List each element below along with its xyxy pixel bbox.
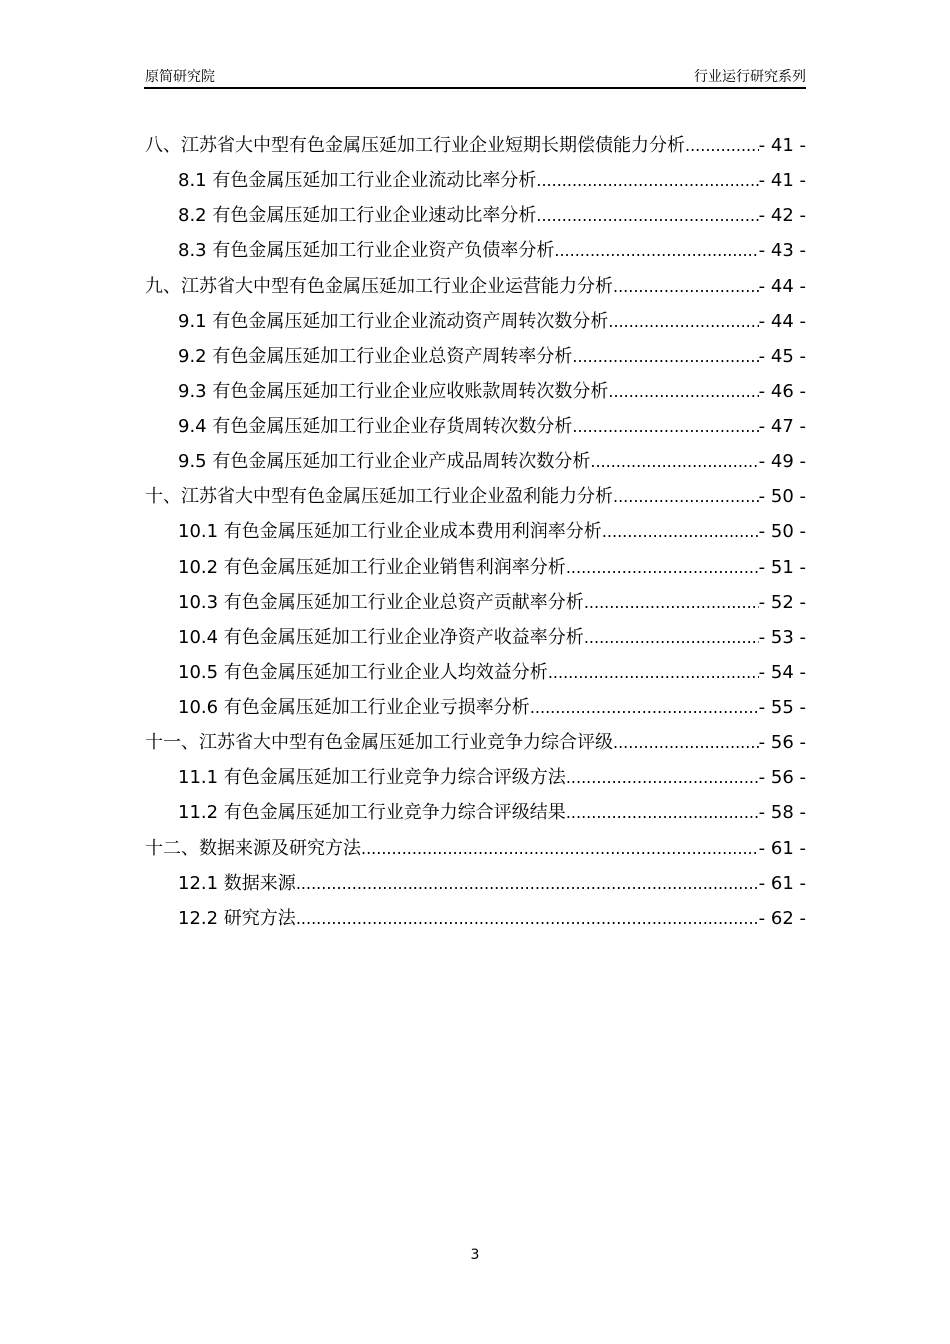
toc-entry-page: - 52 -	[758, 591, 806, 613]
toc-entry-page: - 45 -	[758, 345, 806, 367]
toc-entry-page: - 62 -	[758, 907, 806, 929]
toc-leader-dots	[554, 233, 758, 268]
toc-leader-dots	[613, 725, 759, 760]
toc-entry-title: 10.1 有色金属压延加工行业企业成本费用利润率分析	[178, 521, 602, 543]
toc-entry[interactable]	[145, 479, 806, 514]
toc-entry[interactable]	[145, 198, 806, 233]
toc-entry-page: - 41 -	[758, 170, 806, 192]
toc-leader-dots	[613, 269, 759, 304]
toc-entry[interactable]	[145, 901, 806, 936]
toc-entry-title: 11.1 有色金属压延加工行业竞争力综合评级方法	[178, 767, 566, 789]
toc-entry-title: 十一、江苏省大中型有色金属压延加工行业竞争力综合评级	[145, 732, 613, 754]
toc-leader-dots	[590, 444, 758, 479]
toc-entry-page: - 46 -	[758, 380, 806, 402]
toc-leader-dots	[608, 304, 758, 339]
toc-entry[interactable]	[145, 655, 806, 690]
toc-entry[interactable]	[145, 690, 806, 725]
toc-leader-dots	[566, 550, 759, 585]
toc-entry-title: 9.4 有色金属压延加工行业企业存货周转次数分析	[178, 416, 573, 437]
toc-entry-title: 10.4 有色金属压延加工行业企业净资产收益率分析	[178, 626, 584, 648]
toc-entry-title: 9.3 有色金属压延加工行业企业应收账款周转次数分析	[178, 380, 609, 402]
toc-entry-title: 10.2 有色金属压延加工行业企业销售利润率分析	[178, 556, 566, 578]
toc-entry-page: - 42 -	[758, 205, 806, 227]
toc-entry-page: - 50 -	[758, 521, 806, 543]
toc-entry[interactable]	[145, 304, 806, 339]
toc-entry-page: - 43 -	[758, 240, 806, 262]
toc-leader-dots	[685, 128, 759, 163]
toc-leader-dots	[572, 409, 758, 444]
toc-leader-dots	[536, 198, 758, 233]
toc-entry-title: 10.5 有色金属压延加工行业企业人均效益分析	[178, 661, 548, 683]
toc-entry[interactable]	[145, 233, 806, 268]
toc-entry[interactable]	[145, 725, 806, 760]
toc-entry-title: 九、江苏省大中型有色金属压延加工行业企业运营能力分析	[145, 275, 613, 297]
toc-leader-dots	[536, 163, 758, 198]
toc-entry-page: - 54 -	[758, 661, 806, 683]
header-right: 行业运行研究系列	[694, 69, 806, 85]
toc-leader-dots	[566, 795, 759, 830]
toc-entry-page: - 51 -	[758, 556, 806, 578]
toc-leader-dots	[296, 901, 759, 936]
toc-entry[interactable]	[145, 444, 806, 479]
toc-entry-title: 11.2 有色金属压延加工行业竞争力综合评级结果	[178, 802, 566, 824]
toc-entry[interactable]	[145, 585, 806, 620]
table-of-contents	[145, 128, 806, 936]
toc-entry[interactable]	[145, 760, 806, 795]
toc-entry-title: 8.2 有色金属压延加工行业企业速动比率分析	[178, 205, 537, 227]
toc-entry-title: 8.1 有色金属压延加工行业企业流动比率分析	[178, 170, 537, 192]
toc-entry[interactable]	[145, 374, 806, 409]
toc-leader-dots	[602, 514, 759, 549]
toc-entry-page: - 41 -	[758, 135, 806, 156]
toc-entry-title: 八、江苏省大中型有色金属压延加工行业企业短期长期偿债能力分析	[145, 135, 685, 156]
header-rule	[144, 87, 806, 89]
toc-leader-dots	[530, 690, 759, 725]
toc-entry-page: - 49 -	[758, 451, 806, 473]
toc-entry[interactable]	[145, 128, 806, 163]
toc-entry-title: 10.6 有色金属压延加工行业企业亏损率分析	[178, 697, 530, 718]
toc-entry-page: - 61 -	[758, 837, 806, 859]
toc-entry[interactable]	[145, 866, 806, 901]
toc-entry-title: 十二、数据来源及研究方法	[145, 837, 361, 859]
toc-entry[interactable]	[145, 269, 806, 304]
toc-entry-page: - 44 -	[758, 275, 806, 297]
header-left: 原简研究院	[145, 69, 215, 85]
toc-entry[interactable]	[145, 620, 806, 655]
toc-leader-dots	[584, 585, 759, 620]
toc-entry-page: - 53 -	[758, 626, 806, 648]
toc-leader-dots	[548, 655, 759, 690]
toc-entry-title: 12.1 数据来源	[178, 872, 296, 894]
toc-entry-title: 十、江苏省大中型有色金属压延加工行业企业盈利能力分析	[145, 486, 613, 508]
toc-entry-page: - 58 -	[758, 802, 806, 824]
toc-entry-page: - 56 -	[758, 767, 806, 789]
toc-entry-page: - 44 -	[758, 310, 806, 332]
toc-entry[interactable]	[145, 163, 806, 198]
toc-leader-dots	[566, 760, 759, 795]
toc-entry[interactable]	[145, 514, 806, 549]
toc-entry-title: 10.3 有色金属压延加工行业企业总资产贡献率分析	[178, 591, 584, 613]
toc-leader-dots	[361, 831, 759, 866]
toc-entry[interactable]	[145, 339, 806, 374]
toc-entry-page: - 47 -	[758, 416, 806, 437]
toc-leader-dots	[613, 479, 759, 514]
toc-entry[interactable]	[145, 409, 806, 444]
toc-leader-dots	[584, 620, 759, 655]
toc-entry[interactable]	[145, 795, 806, 830]
toc-entry-page: - 56 -	[758, 732, 806, 754]
toc-entry-title: 9.1 有色金属压延加工行业企业流动资产周转次数分析	[178, 310, 609, 332]
toc-entry-title: 9.5 有色金属压延加工行业企业产成品周转次数分析	[178, 451, 591, 473]
toc-entry-title: 12.2 研究方法	[178, 907, 296, 929]
toc-entry-page: - 50 -	[758, 486, 806, 508]
page-number: 3	[470, 1247, 480, 1263]
toc-leader-dots	[608, 374, 758, 409]
toc-entry-page: - 61 -	[758, 872, 806, 894]
toc-entry-title: 9.2 有色金属压延加工行业企业总资产周转率分析	[178, 345, 573, 367]
toc-leader-dots	[572, 339, 758, 374]
toc-entry[interactable]	[145, 550, 806, 585]
toc-entry-title: 8.3 有色金属压延加工行业企业资产负债率分析	[178, 240, 555, 262]
toc-entry[interactable]	[145, 831, 806, 866]
toc-leader-dots	[296, 866, 759, 901]
toc-entry-page: - 55 -	[758, 697, 806, 718]
